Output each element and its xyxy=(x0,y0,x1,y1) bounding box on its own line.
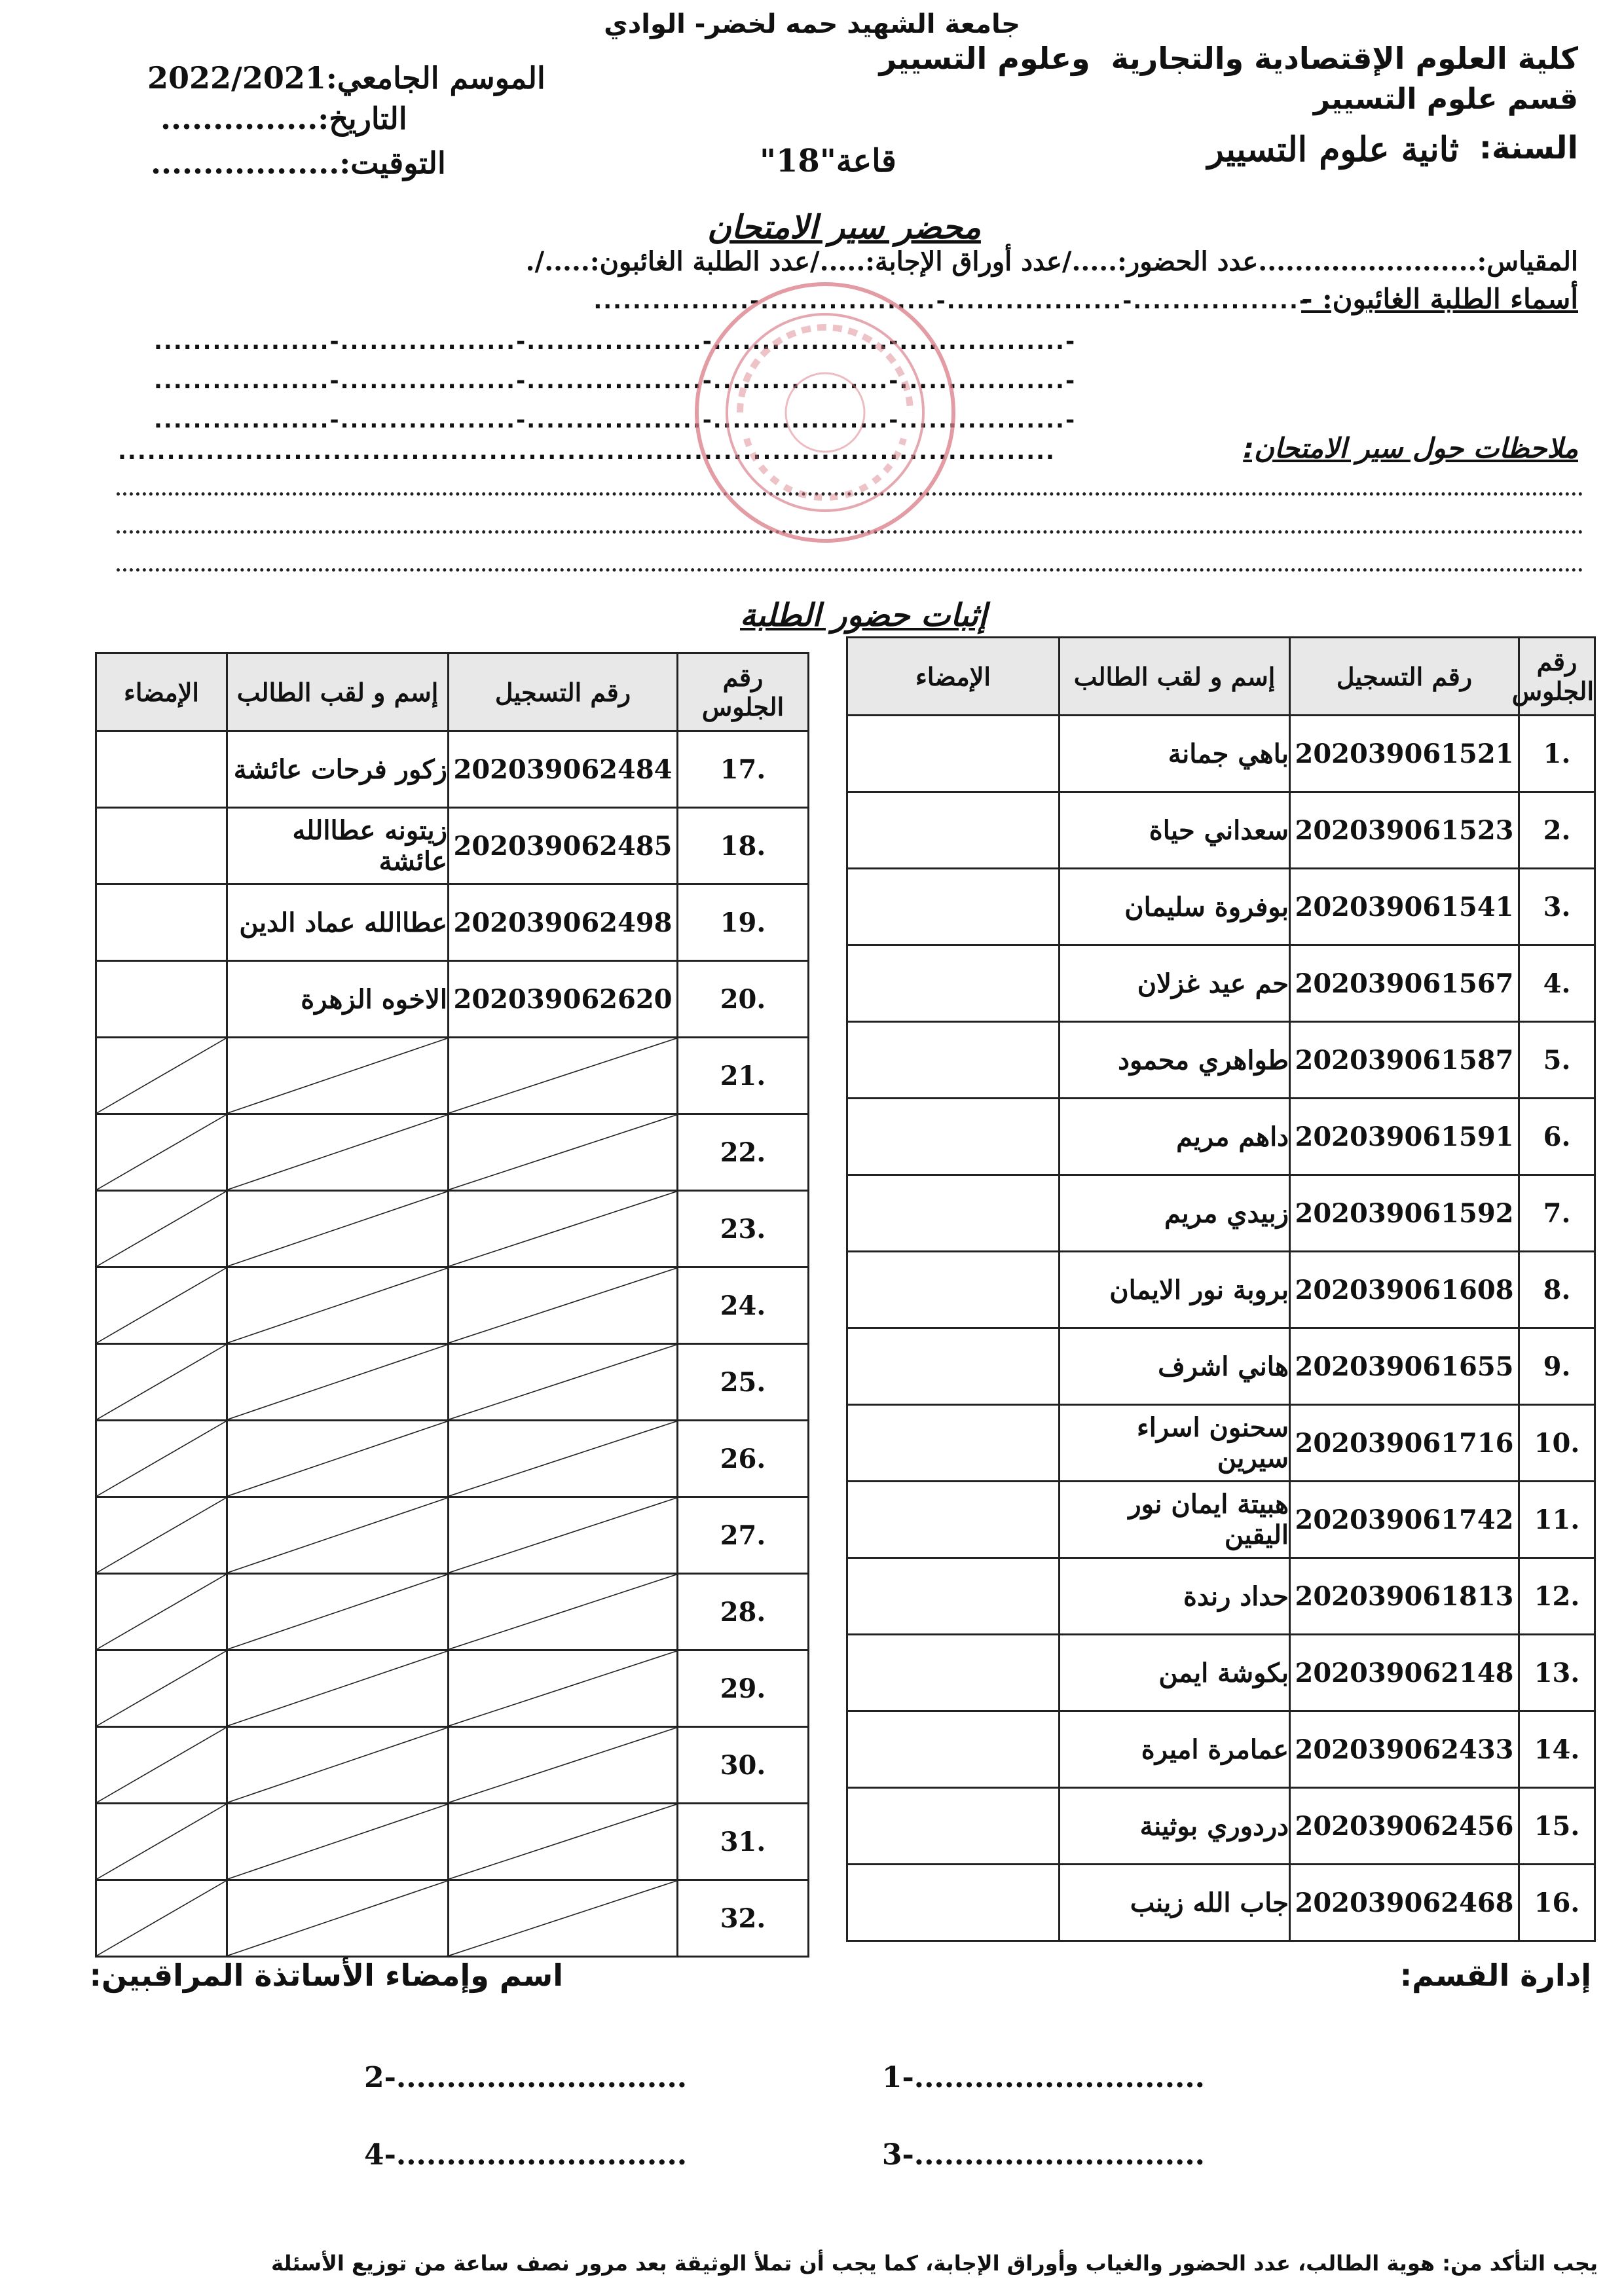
signature-cell[interactable] xyxy=(96,808,227,884)
signature-cell[interactable] xyxy=(847,1022,1060,1099)
registration-cell-crossed xyxy=(449,1804,678,1880)
table-row xyxy=(96,1038,809,1114)
seat-number: 12. xyxy=(1519,1558,1595,1635)
absent-dots: ................-..................-..................-.................- xyxy=(593,288,1310,314)
name-cell-crossed xyxy=(227,1497,449,1574)
student-name: حداد رندة xyxy=(1060,1558,1290,1635)
seat-number: 30. xyxy=(678,1727,809,1804)
name-cell-crossed xyxy=(227,1038,449,1114)
table-row xyxy=(847,1175,1595,1252)
table-row xyxy=(847,1328,1595,1405)
student-name: بكوشة ايمن xyxy=(1060,1635,1290,1711)
name-cell-crossed xyxy=(227,1650,449,1727)
table-row xyxy=(847,869,1595,945)
table-row xyxy=(847,1022,1595,1099)
signature-cell[interactable] xyxy=(847,1328,1060,1405)
seat-number: 27. xyxy=(678,1497,809,1574)
crossed-out-mark xyxy=(449,1345,676,1419)
table-row xyxy=(847,1405,1595,1482)
student-name: الاخوه الزهرة xyxy=(227,961,449,1038)
seat-number: 25. xyxy=(678,1344,809,1421)
table-row xyxy=(96,1574,809,1650)
proctors-title: اسم وإمضاء الأساتذة المراقبين: xyxy=(89,1958,563,1993)
signature-cell[interactable] xyxy=(847,1711,1060,1788)
signature-cell[interactable] xyxy=(847,945,1060,1022)
registration-cell-crossed xyxy=(449,1114,678,1191)
signature-cell-crossed xyxy=(96,1650,227,1727)
seat-number: 1. xyxy=(1519,716,1595,792)
col-seat: رقم الجلوس xyxy=(1519,638,1595,716)
attendance-table-left xyxy=(95,652,809,1958)
student-name: عمامرة اميرة xyxy=(1060,1711,1290,1788)
signature-cell-crossed xyxy=(96,1191,227,1267)
crossed-out-mark xyxy=(228,1498,447,1573)
registration-number: 202039062620 xyxy=(449,961,678,1038)
seat-number: 28. xyxy=(678,1574,809,1650)
crossed-out-mark xyxy=(97,1651,226,1726)
signature-cell-crossed xyxy=(96,1421,227,1497)
signature-cell[interactable] xyxy=(847,1099,1060,1175)
crossed-out-mark xyxy=(97,1192,226,1266)
seat-number: 17. xyxy=(678,731,809,808)
crossed-out-mark xyxy=(97,1268,226,1343)
crossed-out-mark xyxy=(228,1115,447,1190)
student-name: زكور فرحات عائشة xyxy=(227,731,449,808)
registration-number: 202039061716 xyxy=(1290,1405,1519,1482)
signature-cell-crossed xyxy=(96,1804,227,1880)
date-field: التاريخ:............... xyxy=(160,101,407,136)
proctor-line-3: 3-............................. xyxy=(881,2138,1205,2172)
student-name: سحنون اسراء سيرين xyxy=(1060,1405,1290,1482)
crossed-out-mark xyxy=(449,1804,676,1879)
crossed-out-mark xyxy=(449,1728,676,1802)
signature-cell-crossed xyxy=(96,1880,227,1957)
crossed-out-mark xyxy=(97,1575,226,1649)
crossed-out-mark xyxy=(97,1345,226,1419)
department-management-label: إدارة القسم: xyxy=(1399,1958,1591,1993)
seat-number: 5. xyxy=(1519,1022,1595,1099)
time-field: التوقيت:.................. xyxy=(151,145,446,181)
seat-number: 24. xyxy=(678,1267,809,1344)
crossed-out-mark xyxy=(97,1881,226,1956)
registration-cell-crossed xyxy=(449,1727,678,1804)
year-label: السنة: xyxy=(1479,130,1578,166)
col-student-name: إسم و لقب الطالب xyxy=(227,653,449,731)
col-seat: رقم الجلوس xyxy=(678,653,809,731)
student-name: عطاالله عماد الدين xyxy=(227,884,449,961)
seat-number: 9. xyxy=(1519,1328,1595,1405)
seat-number: 29. xyxy=(678,1650,809,1727)
student-name: حم عيد غزلان xyxy=(1060,945,1290,1022)
seat-number: 11. xyxy=(1519,1482,1595,1558)
crossed-out-mark xyxy=(228,1038,447,1113)
table-row xyxy=(847,1558,1595,1635)
table-row xyxy=(847,716,1595,792)
signature-cell[interactable] xyxy=(96,884,227,961)
registration-cell-crossed xyxy=(449,1497,678,1574)
signature-cell[interactable] xyxy=(847,1175,1060,1252)
crossed-out-mark xyxy=(228,1728,447,1802)
seat-number: 13. xyxy=(1519,1635,1595,1711)
student-name: هاني اشرف xyxy=(1060,1328,1290,1405)
crossed-out-mark xyxy=(228,1651,447,1726)
seat-number: 4. xyxy=(1519,945,1595,1022)
report-title: محضر سير الامتحان xyxy=(707,208,981,246)
student-name: بروبة نور الايمان xyxy=(1060,1252,1290,1328)
absent-row: ..................-..................-..................-..................-.................- xyxy=(154,368,1077,394)
registration-cell-crossed xyxy=(449,1267,678,1344)
department-name: قسم علوم التسيير xyxy=(1313,82,1578,116)
room-label: قاعة"18" xyxy=(760,143,896,179)
notes-label: ملاحظات حول سير الامتحان: xyxy=(1243,432,1578,464)
name-cell-crossed xyxy=(227,1421,449,1497)
signature-cell[interactable] xyxy=(847,1865,1060,1941)
absent-students-label: أسماء الطلبة الغائبون: - xyxy=(1301,283,1578,315)
notes-line xyxy=(117,568,1583,572)
col-student-name: إسم و لقب الطالب xyxy=(1060,638,1290,716)
absent-row: ..................-..................-..................-..................-.................- xyxy=(154,329,1077,355)
name-cell-crossed xyxy=(227,1114,449,1191)
footer-note: يجب التأكد من: هوية الطالب، عدد الحضور والغياب وأوراق الإجابة، كما يجب أن تملأ الوثيقة بعد مرور نصف ساعة من توزيع الأسئلة xyxy=(271,2251,1598,2276)
registration-number: 202039061521 xyxy=(1290,716,1519,792)
signature-cell[interactable] xyxy=(847,1788,1060,1865)
col-signature: الإمضاء xyxy=(96,653,227,731)
official-stamp xyxy=(681,268,969,556)
registration-number: 202039061655 xyxy=(1290,1328,1519,1405)
signature-cell[interactable] xyxy=(847,1635,1060,1711)
signature-cell[interactable] xyxy=(847,792,1060,869)
col-registration: رقم التسجيل xyxy=(449,653,678,731)
crossed-out-mark xyxy=(97,1421,226,1496)
crossed-out-mark xyxy=(449,1651,676,1726)
table-row xyxy=(847,1788,1595,1865)
name-cell-crossed xyxy=(227,1727,449,1804)
table-row xyxy=(96,731,809,808)
table-row xyxy=(96,1421,809,1497)
registration-cell-crossed xyxy=(449,1344,678,1421)
seat-number: 32. xyxy=(678,1880,809,1957)
name-cell-crossed xyxy=(227,1344,449,1421)
table-row xyxy=(96,808,809,884)
col-signature: الإمضاء xyxy=(847,638,1060,716)
registration-number: 202039062456 xyxy=(1290,1788,1519,1865)
seat-number: 23. xyxy=(678,1191,809,1267)
registration-number: 202039062468 xyxy=(1290,1865,1519,1941)
student-name: باهي جمانة xyxy=(1060,716,1290,792)
registration-cell-crossed xyxy=(449,1421,678,1497)
table-row xyxy=(96,1880,809,1957)
signature-cell[interactable] xyxy=(96,731,227,808)
crossed-out-mark xyxy=(449,1575,676,1649)
student-name: طواهري محمود xyxy=(1060,1022,1290,1099)
seat-number: 15. xyxy=(1519,1788,1595,1865)
crossed-out-mark xyxy=(228,1421,447,1496)
notes-dots: ................................................................................................ xyxy=(118,439,1056,465)
academic-season: الموسم الجامعي:2022/2021 xyxy=(147,60,545,96)
attendance-title: إثبات حضور الطلبة xyxy=(740,597,987,634)
crossed-out-mark xyxy=(449,1421,676,1496)
seat-number: 20. xyxy=(678,961,809,1038)
seat-number: 31. xyxy=(678,1804,809,1880)
crossed-out-mark xyxy=(228,1804,447,1879)
table-row xyxy=(96,1344,809,1421)
absent-row: ..................-..................-..................-..................-.................- xyxy=(154,407,1077,433)
seat-number: 6. xyxy=(1519,1099,1595,1175)
seat-number: 18. xyxy=(678,808,809,884)
student-name: داهم مريم xyxy=(1060,1099,1290,1175)
signature-cell[interactable] xyxy=(847,1558,1060,1635)
signature-cell-crossed xyxy=(96,1344,227,1421)
table-row xyxy=(96,1804,809,1880)
signature-cell-crossed xyxy=(96,1267,227,1344)
name-cell-crossed xyxy=(227,1804,449,1880)
crossed-out-mark xyxy=(449,1268,676,1343)
table-row xyxy=(847,1252,1595,1328)
attendance-table-right xyxy=(846,636,1596,1942)
signature-cell[interactable] xyxy=(847,716,1060,792)
signature-cell[interactable] xyxy=(847,869,1060,945)
signature-cell[interactable] xyxy=(96,961,227,1038)
seat-number: 3. xyxy=(1519,869,1595,945)
table-row xyxy=(96,1114,809,1191)
name-cell-crossed xyxy=(227,1191,449,1267)
proctor-line-2: 2-............................. xyxy=(364,2061,688,2094)
signature-cell-crossed xyxy=(96,1574,227,1650)
table-row xyxy=(847,1482,1595,1558)
name-cell-crossed xyxy=(227,1267,449,1344)
crossed-out-mark xyxy=(449,1038,676,1113)
seat-number: 19. xyxy=(678,884,809,961)
table-row xyxy=(847,945,1595,1022)
table-row xyxy=(96,1497,809,1574)
seat-number: 14. xyxy=(1519,1711,1595,1788)
crossed-out-mark xyxy=(228,1575,447,1649)
seat-number: 8. xyxy=(1519,1252,1595,1328)
crossed-out-mark xyxy=(228,1192,447,1266)
year-value: ثانية علوم التسيير xyxy=(1207,130,1459,170)
crossed-out-mark xyxy=(449,1881,676,1956)
registration-number: 202039062485 xyxy=(449,808,678,884)
registration-number: 202039061587 xyxy=(1290,1022,1519,1099)
student-name: هبيتة ايمان نور اليقين xyxy=(1060,1482,1290,1558)
seat-number: 2. xyxy=(1519,792,1595,869)
seat-number: 7. xyxy=(1519,1175,1595,1252)
registration-cell-crossed xyxy=(449,1038,678,1114)
seat-number: 10. xyxy=(1519,1405,1595,1482)
student-name: سعداني حياة xyxy=(1060,792,1290,869)
crossed-out-mark xyxy=(97,1804,226,1879)
crossed-out-mark xyxy=(228,1345,447,1419)
student-name: جاب الله زينب xyxy=(1060,1865,1290,1941)
signature-cell-crossed xyxy=(96,1497,227,1574)
university-name: جامعة الشهيد حمه لخضر- الوادي xyxy=(604,9,1020,39)
signature-cell[interactable] xyxy=(847,1252,1060,1328)
table-row xyxy=(96,1650,809,1727)
registration-number: 202039061591 xyxy=(1290,1099,1519,1175)
proctor-line-1: 1-............................. xyxy=(881,2061,1205,2094)
seat-number: 26. xyxy=(678,1421,809,1497)
registration-number: 202039061813 xyxy=(1290,1558,1519,1635)
crossed-out-mark xyxy=(228,1268,447,1343)
registration-number: 202039061592 xyxy=(1290,1175,1519,1252)
student-name: دردوري بوثينة xyxy=(1060,1788,1290,1865)
seat-number: 16. xyxy=(1519,1865,1595,1941)
seat-number: 22. xyxy=(678,1114,809,1191)
student-name: زبيدي مريم xyxy=(1060,1175,1290,1252)
table-row xyxy=(96,1267,809,1344)
faculty-name: كلية العلوم الإقتصادية والتجارية وعلوم التسيير xyxy=(879,41,1578,76)
col-registration: رقم التسجيل xyxy=(1290,638,1519,716)
counts-line: المقياس:........................عدد الحضور:...../عدد أوراق الإجابة:...../عدد الطلبة الغائبون:...../. xyxy=(525,246,1578,277)
table-row xyxy=(847,792,1595,869)
registration-number: 202039062148 xyxy=(1290,1635,1519,1711)
signature-cell-crossed xyxy=(96,1727,227,1804)
registration-cell-crossed xyxy=(449,1650,678,1727)
name-cell-crossed xyxy=(227,1574,449,1650)
registration-cell-crossed xyxy=(449,1574,678,1650)
crossed-out-mark xyxy=(97,1498,226,1573)
registration-number: 202039062484 xyxy=(449,731,678,808)
proctor-line-4: 4-............................. xyxy=(364,2138,688,2172)
table-row xyxy=(96,1727,809,1804)
registration-number: 202039061567 xyxy=(1290,945,1519,1022)
registration-number: 202039062433 xyxy=(1290,1711,1519,1788)
registration-number: 202039061523 xyxy=(1290,792,1519,869)
crossed-out-mark xyxy=(97,1728,226,1802)
table-row xyxy=(96,961,809,1038)
student-name: زيتونه عطاالله عائشة xyxy=(227,808,449,884)
crossed-out-mark xyxy=(97,1038,226,1113)
table-row xyxy=(847,1711,1595,1788)
registration-number: 202039061608 xyxy=(1290,1252,1519,1328)
signature-cell[interactable] xyxy=(847,1405,1060,1482)
seat-number: 21. xyxy=(678,1038,809,1114)
signature-cell-crossed xyxy=(96,1114,227,1191)
registration-number: 202039062498 xyxy=(449,884,678,961)
registration-number: 202039061541 xyxy=(1290,869,1519,945)
signature-cell-crossed xyxy=(96,1038,227,1114)
registration-cell-crossed xyxy=(449,1191,678,1267)
table-row xyxy=(96,884,809,961)
crossed-out-mark xyxy=(97,1115,226,1190)
registration-number: 202039061742 xyxy=(1290,1482,1519,1558)
crossed-out-mark xyxy=(449,1498,676,1573)
table-row xyxy=(847,1635,1595,1711)
name-cell-crossed xyxy=(227,1880,449,1957)
crossed-out-mark xyxy=(449,1192,676,1266)
crossed-out-mark xyxy=(449,1115,676,1190)
crossed-out-mark xyxy=(228,1881,447,1956)
registration-cell-crossed xyxy=(449,1880,678,1957)
table-row xyxy=(96,1191,809,1267)
signature-cell[interactable] xyxy=(847,1482,1060,1558)
table-row xyxy=(847,1099,1595,1175)
student-name: بوفروة سليمان xyxy=(1060,869,1290,945)
table-row xyxy=(847,1865,1595,1941)
